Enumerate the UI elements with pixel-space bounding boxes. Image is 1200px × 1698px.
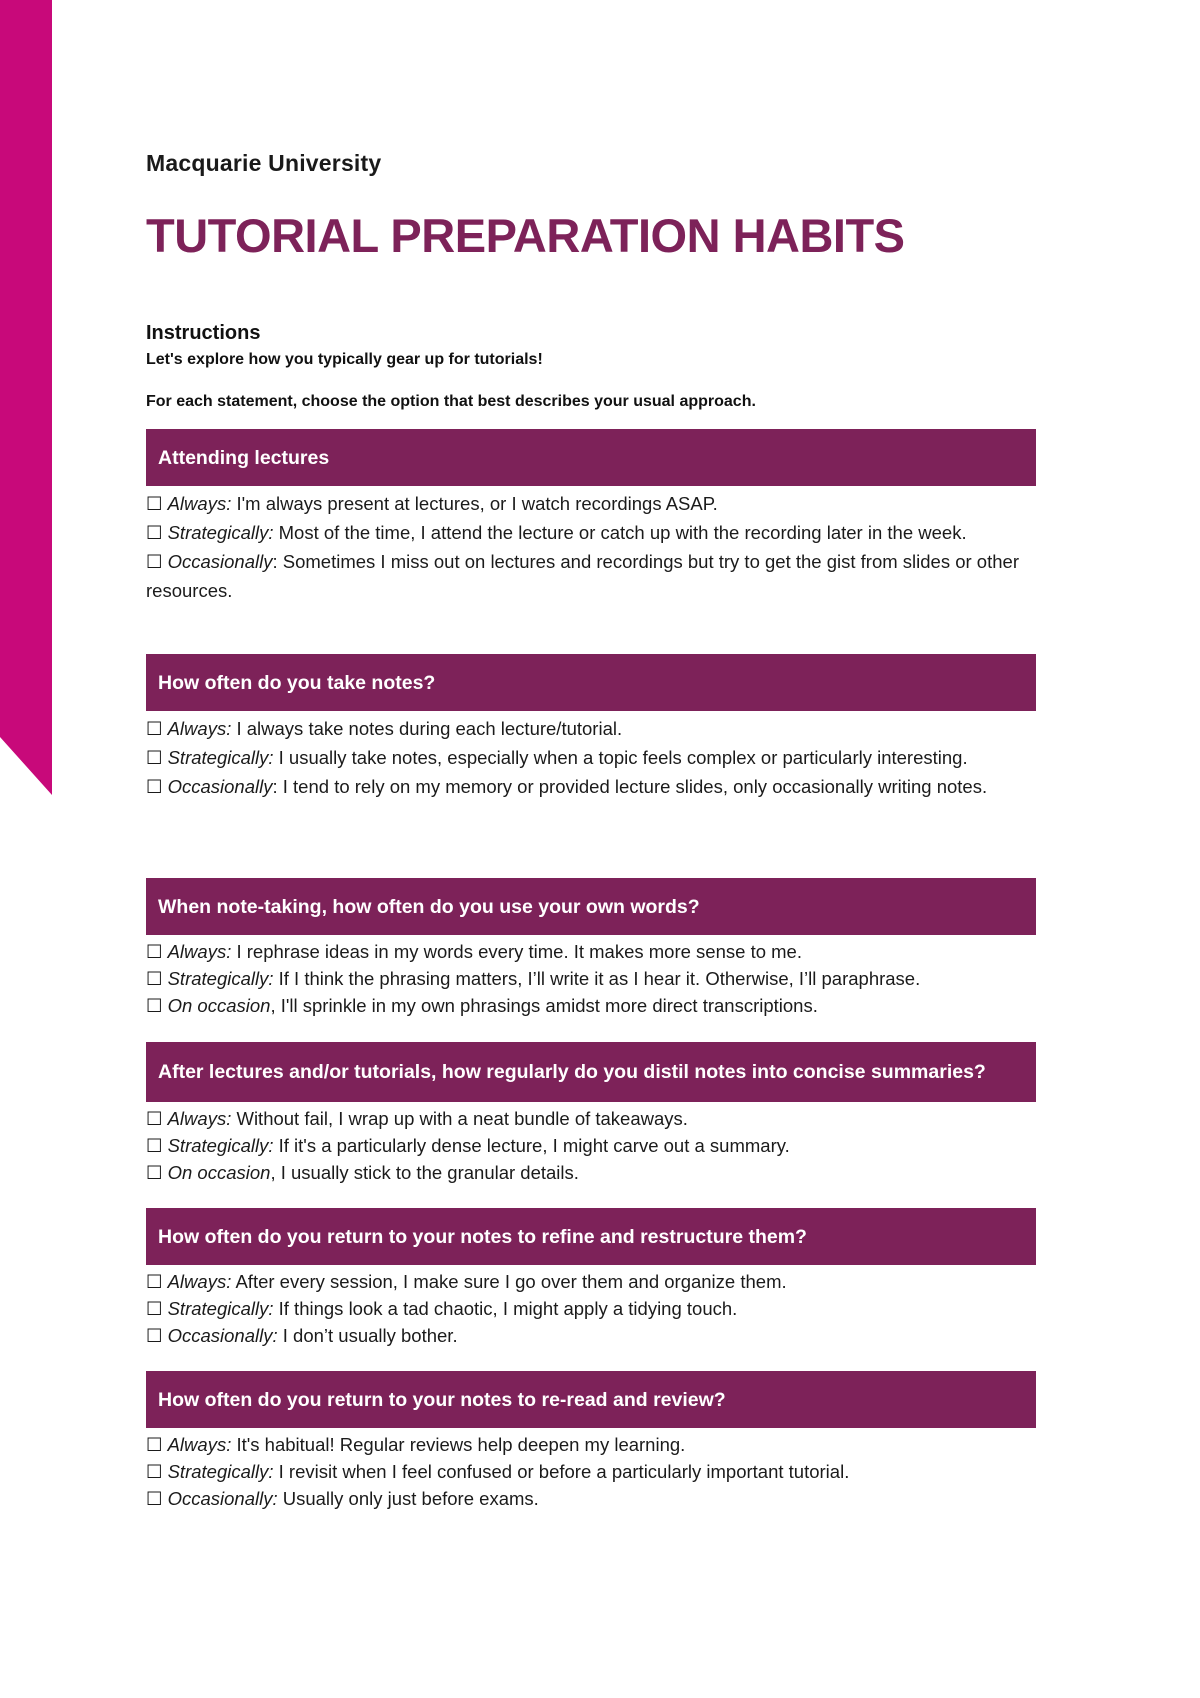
option-label: Always: bbox=[167, 1271, 232, 1292]
checkbox-icon[interactable]: ☐ bbox=[146, 1108, 163, 1129]
checkbox-icon[interactable]: ☐ bbox=[146, 747, 163, 768]
question-header: Attending lectures bbox=[146, 429, 1036, 486]
option-label: Always: bbox=[167, 493, 232, 514]
checkbox-icon[interactable]: ☐ bbox=[146, 522, 163, 543]
option-text: I don’t usually bother. bbox=[277, 1325, 458, 1346]
option-label: Strategically: bbox=[167, 522, 274, 543]
option-text: Most of the time, I attend the lecture or catch up with the recording later in the week. bbox=[273, 522, 967, 543]
option-text: After every session, I make sure I go over them and organize them. bbox=[231, 1271, 787, 1292]
instructions-heading: Instructions bbox=[146, 322, 261, 344]
option-list bbox=[146, 1431, 1036, 1512]
checkbox-icon[interactable]: ☐ bbox=[146, 1461, 163, 1482]
option-item[interactable] bbox=[146, 547, 1026, 605]
option-list bbox=[146, 1268, 1036, 1349]
document-title: TUTORIAL PREPARATION HABITS bbox=[146, 209, 905, 262]
checkbox-icon[interactable]: ☐ bbox=[146, 776, 163, 797]
option-item[interactable] bbox=[146, 1159, 1026, 1186]
option-text: If I think the phrasing matters, I’ll write it as I hear it. Otherwise, I’ll paraphrase. bbox=[273, 968, 921, 989]
checkbox-icon[interactable]: ☐ bbox=[146, 551, 163, 572]
option-item[interactable] bbox=[146, 1458, 1026, 1485]
option-text: It's habitual! Regular reviews help deepen my learning. bbox=[231, 1434, 686, 1455]
option-list bbox=[146, 714, 1036, 801]
question-header: When note-taking, how often do you use your own words? bbox=[146, 878, 1036, 935]
option-text: If things look a tad chaotic, I might apply a tidying touch. bbox=[273, 1298, 738, 1319]
option-label: Occasionally bbox=[167, 551, 273, 572]
checkbox-icon[interactable]: ☐ bbox=[146, 1325, 163, 1346]
question-section bbox=[146, 878, 1036, 1019]
question-section bbox=[146, 1371, 1036, 1512]
option-text: I'm always present at lectures, or I watch recordings ASAP. bbox=[231, 493, 718, 514]
instructions-section bbox=[146, 322, 756, 413]
question-header: After lectures and/or tutorials, how regularly do you distil notes into concise summaries? bbox=[146, 1042, 1036, 1102]
side-ribbon-shape bbox=[0, 0, 52, 795]
checkbox-icon[interactable]: ☐ bbox=[146, 968, 163, 989]
question-section bbox=[146, 654, 1036, 801]
option-item[interactable] bbox=[146, 743, 1026, 772]
checkbox-icon[interactable]: ☐ bbox=[146, 1488, 163, 1509]
checkbox-icon[interactable]: ☐ bbox=[146, 995, 163, 1016]
option-label: Occasionally: bbox=[167, 1488, 278, 1509]
option-item[interactable] bbox=[146, 1485, 1026, 1512]
option-text: I revisit when I feel confused or before a particularly important tutorial. bbox=[273, 1461, 850, 1482]
question-header: How often do you return to your notes to refine and restructure them? bbox=[146, 1208, 1036, 1265]
option-label: Always: bbox=[167, 941, 232, 962]
option-label: Strategically: bbox=[167, 968, 274, 989]
option-text: Usually only just before exams. bbox=[277, 1488, 539, 1509]
question-section bbox=[146, 1208, 1036, 1349]
option-list bbox=[146, 489, 1036, 605]
option-item[interactable] bbox=[146, 772, 1026, 801]
option-item[interactable] bbox=[146, 1431, 1026, 1458]
checkbox-icon[interactable]: ☐ bbox=[146, 1162, 163, 1183]
organisation-name: Macquarie University bbox=[146, 150, 382, 176]
option-label: Strategically: bbox=[167, 747, 274, 768]
option-text: I usually take notes, especially when a topic feels complex or particularly interesting. bbox=[273, 747, 968, 768]
checkbox-icon[interactable]: ☐ bbox=[146, 493, 163, 514]
option-text: Without fail, I wrap up with a neat bundle of takeaways. bbox=[231, 1108, 688, 1129]
question-header: How often do you take notes? bbox=[146, 654, 1036, 711]
option-label: Occasionally: bbox=[167, 1325, 278, 1346]
checkbox-icon[interactable]: ☐ bbox=[146, 941, 163, 962]
option-item[interactable] bbox=[146, 992, 1026, 1019]
option-item[interactable] bbox=[146, 518, 1026, 547]
side-ribbon-decoration bbox=[0, 0, 52, 795]
option-label: Strategically: bbox=[167, 1135, 274, 1156]
option-text: I rephrase ideas in my words every time. It makes more sense to me. bbox=[231, 941, 802, 962]
option-item[interactable] bbox=[146, 1132, 1026, 1159]
checkbox-icon[interactable]: ☐ bbox=[146, 1434, 163, 1455]
option-label: Always: bbox=[167, 1434, 232, 1455]
option-label: Always: bbox=[167, 1108, 232, 1129]
option-item[interactable] bbox=[146, 938, 1026, 965]
option-label: Strategically: bbox=[167, 1461, 274, 1482]
option-text: I always take notes during each lecture/tutorial. bbox=[231, 718, 623, 739]
option-label: On occasion bbox=[167, 995, 271, 1016]
option-label: Strategically: bbox=[167, 1298, 274, 1319]
option-item[interactable] bbox=[146, 1105, 1026, 1132]
option-text: , I'll sprinkle in my own phrasings amidst more direct transcriptions. bbox=[270, 995, 818, 1016]
option-text: , I usually stick to the granular details. bbox=[270, 1162, 579, 1183]
question-header: How often do you return to your notes to re-read and review? bbox=[146, 1371, 1036, 1428]
option-item[interactable] bbox=[146, 1322, 1026, 1349]
checkbox-icon[interactable]: ☐ bbox=[146, 1298, 163, 1319]
checkbox-icon[interactable]: ☐ bbox=[146, 718, 163, 739]
option-item[interactable] bbox=[146, 1295, 1026, 1322]
option-item[interactable] bbox=[146, 489, 1026, 518]
option-label: On occasion bbox=[167, 1162, 271, 1183]
option-list bbox=[146, 938, 1036, 1019]
option-list bbox=[146, 1105, 1036, 1186]
option-label: Always: bbox=[167, 718, 232, 739]
instructions-directive: For each statement, choose the option that best describes your usual approach. bbox=[146, 393, 756, 410]
option-label: Occasionally bbox=[167, 776, 273, 797]
option-text: : I tend to rely on my memory or provided lecture slides, only occasionally writing notes. bbox=[272, 776, 988, 797]
checkbox-icon[interactable]: ☐ bbox=[146, 1135, 163, 1156]
option-item[interactable] bbox=[146, 965, 1026, 992]
question-section bbox=[146, 429, 1036, 605]
question-section bbox=[146, 1042, 1036, 1186]
option-item[interactable] bbox=[146, 1268, 1026, 1295]
option-text: : Sometimes I miss out on lectures and recordings but try to get the gist from slides or other resources. bbox=[146, 551, 1019, 601]
option-text: If it's a particularly dense lecture, I might carve out a summary. bbox=[273, 1135, 790, 1156]
checkbox-icon[interactable]: ☐ bbox=[146, 1271, 163, 1292]
instructions-intro: Let's explore how you typically gear up for tutorials! bbox=[146, 351, 543, 368]
option-item[interactable] bbox=[146, 714, 1026, 743]
